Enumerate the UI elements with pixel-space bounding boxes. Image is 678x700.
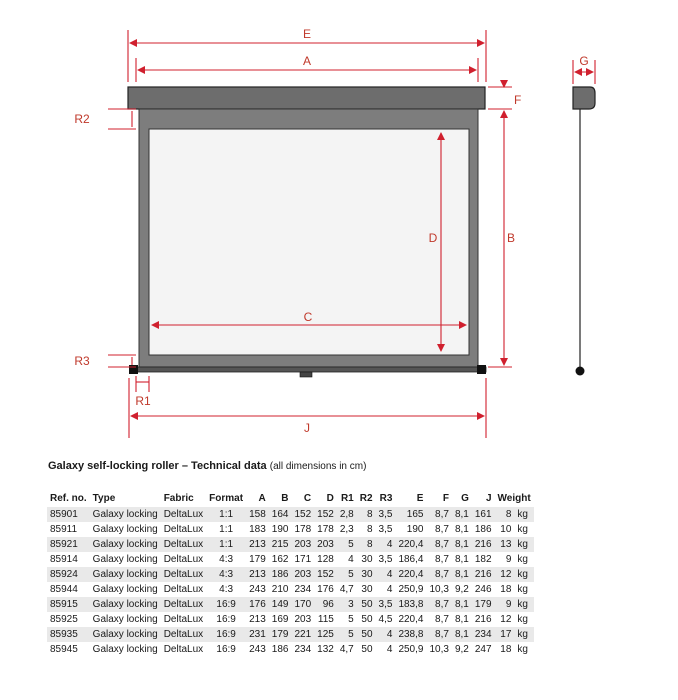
table-cell: DeltaLux bbox=[161, 552, 206, 567]
table-cell: 183 bbox=[246, 522, 269, 537]
table-cell: 1:1 bbox=[206, 522, 246, 537]
table-cell: 234 bbox=[291, 582, 314, 597]
table-cell: Galaxy locking bbox=[90, 597, 161, 612]
table-cell: 30 bbox=[357, 552, 376, 567]
table-cell: 213 bbox=[246, 612, 269, 627]
label-E: E bbox=[302, 27, 312, 41]
table-cell: DeltaLux bbox=[161, 507, 206, 522]
table-row bbox=[47, 567, 534, 582]
title-main: Galaxy self-locking roller – Technical data bbox=[48, 460, 267, 472]
table-cell: DeltaLux bbox=[161, 567, 206, 582]
table-cell: 50 bbox=[357, 597, 376, 612]
table-cell: 85921 bbox=[47, 537, 90, 552]
table-cell: 247 bbox=[472, 642, 495, 657]
table-cell: Galaxy locking bbox=[90, 552, 161, 567]
table-cell: 4 bbox=[376, 642, 396, 657]
table-cell: 85935 bbox=[47, 627, 90, 642]
table-cell: 18 bbox=[495, 642, 515, 657]
table-cell: 210 bbox=[269, 582, 292, 597]
table-cell: 8,1 bbox=[452, 537, 472, 552]
table-cell: 85924 bbox=[47, 567, 90, 582]
weight-unit: kg bbox=[514, 597, 533, 612]
weight-unit: kg bbox=[514, 537, 533, 552]
bottom-bar-end-left bbox=[129, 365, 138, 374]
table-row bbox=[47, 627, 534, 642]
table-cell: 8,1 bbox=[452, 552, 472, 567]
table-cell: 128 bbox=[314, 552, 337, 567]
table-cell: 8,7 bbox=[426, 567, 451, 582]
table-row bbox=[47, 522, 534, 537]
table-cell: 152 bbox=[314, 507, 337, 522]
table-cell: 186,4 bbox=[395, 552, 426, 567]
table-cell: 216 bbox=[472, 567, 495, 582]
table-cell: 50 bbox=[357, 627, 376, 642]
table-cell: 164 bbox=[269, 507, 292, 522]
col-j: J bbox=[485, 492, 492, 504]
col-d: D bbox=[326, 492, 334, 504]
table-row bbox=[47, 612, 534, 627]
table-cell: 4,5 bbox=[376, 612, 396, 627]
table-cell: 30 bbox=[357, 567, 376, 582]
table-cell: 178 bbox=[291, 522, 314, 537]
table-cell: 176 bbox=[246, 597, 269, 612]
table-cell: 220,4 bbox=[395, 612, 426, 627]
table-row bbox=[47, 582, 534, 597]
table-cell: 9,2 bbox=[452, 642, 472, 657]
weight-unit: kg bbox=[514, 522, 533, 537]
table-cell: 4:3 bbox=[206, 582, 246, 597]
col-b: B bbox=[281, 492, 289, 504]
table-cell: Galaxy locking bbox=[90, 507, 161, 522]
table-cell: 220,4 bbox=[395, 567, 426, 582]
table-cell: DeltaLux bbox=[161, 522, 206, 537]
col-c: C bbox=[303, 492, 312, 504]
table-cell: 183,8 bbox=[395, 597, 426, 612]
weight-unit: kg bbox=[514, 507, 533, 522]
table-cell: 3 bbox=[337, 597, 357, 612]
table-cell: 16:9 bbox=[206, 642, 246, 657]
table-cell: 85911 bbox=[47, 522, 90, 537]
table-cell: 5 bbox=[337, 612, 357, 627]
weight-unit: kg bbox=[514, 567, 533, 582]
roller-casing bbox=[128, 87, 485, 109]
table-cell: Galaxy locking bbox=[90, 642, 161, 657]
table-cell: 4,7 bbox=[337, 582, 357, 597]
col-g: G bbox=[461, 492, 469, 504]
table-cell: 216 bbox=[472, 612, 495, 627]
table-cell: 17 bbox=[495, 627, 515, 642]
table-cell: 96 bbox=[314, 597, 337, 612]
table-cell: 85901 bbox=[47, 507, 90, 522]
table-cell: 8,1 bbox=[452, 522, 472, 537]
table-cell: 8,1 bbox=[452, 612, 472, 627]
side-profile-bottom-bar bbox=[576, 367, 585, 376]
label-F: F bbox=[514, 93, 522, 107]
label-R3: R3 bbox=[74, 354, 90, 368]
table-row bbox=[47, 597, 534, 612]
table-cell: Galaxy locking bbox=[90, 627, 161, 642]
table-cell: 10 bbox=[495, 522, 515, 537]
table-cell: 243 bbox=[246, 642, 269, 657]
table-cell: 186 bbox=[269, 567, 292, 582]
table-row bbox=[47, 642, 534, 657]
table-cell: DeltaLux bbox=[161, 642, 206, 657]
col-a: A bbox=[258, 492, 266, 504]
table-cell: 4 bbox=[376, 567, 396, 582]
table-cell: 4 bbox=[376, 537, 396, 552]
table-cell: 8,1 bbox=[452, 597, 472, 612]
table-cell: 8,7 bbox=[426, 507, 451, 522]
table-cell: 4:3 bbox=[206, 552, 246, 567]
table-cell: 4 bbox=[376, 582, 396, 597]
table-cell: 3,5 bbox=[376, 522, 396, 537]
table-cell: 171 bbox=[291, 552, 314, 567]
table-row bbox=[47, 507, 534, 522]
table-cell: 4 bbox=[337, 552, 357, 567]
table-cell: 4 bbox=[376, 627, 396, 642]
label-A: A bbox=[302, 54, 312, 68]
table-cell: DeltaLux bbox=[161, 612, 206, 627]
table-cell: 8 bbox=[357, 537, 376, 552]
col-r1: R1 bbox=[340, 492, 354, 504]
table-cell: 5 bbox=[337, 537, 357, 552]
table-cell: 8,1 bbox=[452, 567, 472, 582]
table-cell: 8 bbox=[357, 522, 376, 537]
table-cell: 149 bbox=[269, 597, 292, 612]
col-e: E bbox=[416, 492, 424, 504]
table-cell: 203 bbox=[314, 537, 337, 552]
table-row bbox=[47, 537, 534, 552]
table-cell: 12 bbox=[495, 567, 515, 582]
table-cell: 165 bbox=[395, 507, 426, 522]
table-cell: 213 bbox=[246, 537, 269, 552]
table-row bbox=[47, 552, 534, 567]
table-cell: 5 bbox=[337, 567, 357, 582]
col-format: Format bbox=[209, 492, 244, 504]
label-C: C bbox=[303, 310, 313, 324]
table-cell: 2,8 bbox=[337, 507, 357, 522]
table-cell: 3,5 bbox=[376, 507, 396, 522]
table-cell: 216 bbox=[472, 537, 495, 552]
technical-data-table bbox=[47, 491, 534, 657]
bottom-bar bbox=[132, 367, 486, 372]
weight-unit: kg bbox=[514, 612, 533, 627]
table-cell: 162 bbox=[269, 552, 292, 567]
table-cell: 170 bbox=[291, 597, 314, 612]
table-cell: 179 bbox=[269, 627, 292, 642]
table-cell: 231 bbox=[246, 627, 269, 642]
label-G: G bbox=[579, 54, 589, 68]
table-cell: 4,7 bbox=[337, 642, 357, 657]
table-cell: 9,2 bbox=[452, 582, 472, 597]
table-cell: DeltaLux bbox=[161, 582, 206, 597]
table-cell: 161 bbox=[472, 507, 495, 522]
table-cell: Galaxy locking bbox=[90, 612, 161, 627]
table-cell: 3,5 bbox=[376, 597, 396, 612]
table-cell: 186 bbox=[269, 642, 292, 657]
table-cell: 85945 bbox=[47, 642, 90, 657]
table-cell: 203 bbox=[291, 612, 314, 627]
col-r2: R2 bbox=[359, 492, 373, 504]
title-note: (all dimensions in cm) bbox=[269, 461, 367, 472]
table-cell: 10,3 bbox=[426, 642, 451, 657]
table-cell: 190 bbox=[395, 522, 426, 537]
table-cell: 169 bbox=[269, 612, 292, 627]
col-f: F bbox=[442, 492, 449, 504]
table-cell: 50 bbox=[357, 642, 376, 657]
table-cell: 125 bbox=[314, 627, 337, 642]
weight-unit: kg bbox=[514, 627, 533, 642]
label-R1: R1 bbox=[135, 394, 151, 408]
table-cell: 250,9 bbox=[395, 582, 426, 597]
col-r3: R3 bbox=[379, 492, 393, 504]
table-cell: 8 bbox=[495, 507, 515, 522]
table-cell: 8,7 bbox=[426, 522, 451, 537]
table-cell: 30 bbox=[357, 582, 376, 597]
table-cell: 115 bbox=[314, 612, 337, 627]
table-cell: Galaxy locking bbox=[90, 537, 161, 552]
table-cell: 215 bbox=[269, 537, 292, 552]
table-cell: 9 bbox=[495, 597, 515, 612]
table-cell: 8,7 bbox=[426, 597, 451, 612]
table-cell: 18 bbox=[495, 582, 515, 597]
col-type: Type bbox=[92, 492, 116, 504]
weight-unit: kg bbox=[514, 582, 533, 597]
table-cell: 182 bbox=[472, 552, 495, 567]
table-cell: 246 bbox=[472, 582, 495, 597]
table-cell: 16:9 bbox=[206, 597, 246, 612]
table-cell: 238,8 bbox=[395, 627, 426, 642]
table-cell: 158 bbox=[246, 507, 269, 522]
table-cell: DeltaLux bbox=[161, 537, 206, 552]
table-cell: 5 bbox=[337, 627, 357, 642]
col-fabric: Fabric bbox=[163, 492, 194, 504]
table-cell: 85925 bbox=[47, 612, 90, 627]
table-cell: 8,7 bbox=[426, 537, 451, 552]
table-cell: 203 bbox=[291, 537, 314, 552]
table-cell: 85944 bbox=[47, 582, 90, 597]
pull-handle bbox=[300, 372, 312, 377]
table-cell: 8,1 bbox=[452, 627, 472, 642]
table-cell: 178 bbox=[314, 522, 337, 537]
table-cell: 8,7 bbox=[426, 612, 451, 627]
table-cell: 203 bbox=[291, 567, 314, 582]
technical-data-title bbox=[48, 460, 648, 472]
table-cell: Galaxy locking bbox=[90, 567, 161, 582]
label-R2: R2 bbox=[74, 112, 90, 126]
table-cell: Galaxy locking bbox=[90, 522, 161, 537]
table-cell: 85914 bbox=[47, 552, 90, 567]
table-cell: Galaxy locking bbox=[90, 582, 161, 597]
table-cell: 250,9 bbox=[395, 642, 426, 657]
table-cell: 2,3 bbox=[337, 522, 357, 537]
table-header-row bbox=[47, 491, 534, 507]
table-cell: 3,5 bbox=[376, 552, 396, 567]
table-cell: 1:1 bbox=[206, 537, 246, 552]
table-cell: 243 bbox=[246, 582, 269, 597]
table-cell: 8,7 bbox=[426, 552, 451, 567]
table-cell: 186 bbox=[472, 522, 495, 537]
label-J: J bbox=[304, 421, 310, 435]
col-ref-no: Ref. no. bbox=[50, 492, 87, 504]
table-cell: 8,7 bbox=[426, 627, 451, 642]
table-cell: 220,4 bbox=[395, 537, 426, 552]
table-cell: 221 bbox=[291, 627, 314, 642]
table-cell: 234 bbox=[291, 642, 314, 657]
weight-unit: kg bbox=[514, 642, 533, 657]
side-profile-casing bbox=[573, 87, 595, 109]
table-cell: 16:9 bbox=[206, 627, 246, 642]
table-cell: DeltaLux bbox=[161, 597, 206, 612]
table-cell: 190 bbox=[269, 522, 292, 537]
label-D: D bbox=[428, 231, 438, 245]
table-cell: 8 bbox=[357, 507, 376, 522]
table-cell: 4:3 bbox=[206, 567, 246, 582]
table-cell: 1:1 bbox=[206, 507, 246, 522]
bottom-bar-end-right bbox=[477, 365, 486, 374]
table-cell: 179 bbox=[246, 552, 269, 567]
table-cell: 50 bbox=[357, 612, 376, 627]
table-cell: 213 bbox=[246, 567, 269, 582]
label-B: B bbox=[506, 231, 516, 245]
col-weight: Weight bbox=[497, 492, 531, 504]
weight-unit: kg bbox=[514, 552, 533, 567]
table-cell: 234 bbox=[472, 627, 495, 642]
table-cell: 179 bbox=[472, 597, 495, 612]
table-cell: 10,3 bbox=[426, 582, 451, 597]
table-cell: 132 bbox=[314, 642, 337, 657]
table-cell: 176 bbox=[314, 582, 337, 597]
table-cell: 16:9 bbox=[206, 612, 246, 627]
table-cell: 152 bbox=[291, 507, 314, 522]
table-cell: 85915 bbox=[47, 597, 90, 612]
table-cell: DeltaLux bbox=[161, 627, 206, 642]
table-cell: 8,1 bbox=[452, 507, 472, 522]
table-cell: 152 bbox=[314, 567, 337, 582]
table-cell: 9 bbox=[495, 552, 515, 567]
table-cell: 13 bbox=[495, 537, 515, 552]
table-cell: 12 bbox=[495, 612, 515, 627]
